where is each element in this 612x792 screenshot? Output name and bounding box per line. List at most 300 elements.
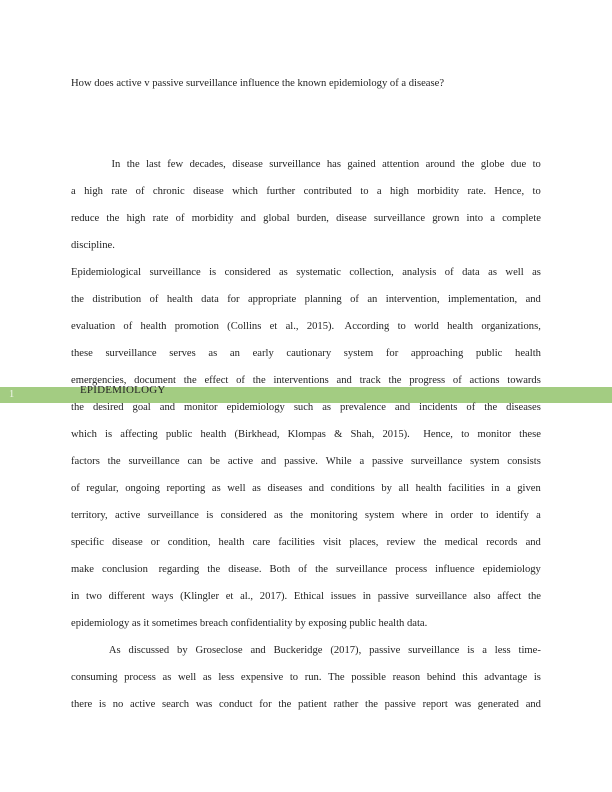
word: and [260, 456, 277, 467]
word: order [450, 510, 473, 521]
word: global [263, 213, 290, 224]
word: the [528, 591, 541, 602]
text-line [71, 394, 541, 421]
word: implementation, [448, 294, 518, 305]
word: (Birkhead, [234, 429, 280, 440]
word: in [491, 483, 500, 494]
word: condition, [167, 537, 211, 548]
text-line [71, 205, 541, 232]
word: into [466, 213, 483, 224]
word: time- [518, 645, 541, 656]
word: this [462, 672, 478, 683]
word: reduce [71, 213, 100, 224]
word: surveillance [373, 213, 426, 224]
word: & [334, 429, 343, 440]
word: less [494, 645, 511, 656]
word: surveillance [411, 456, 463, 467]
word: Hence, [494, 186, 525, 197]
word: interventions [273, 375, 329, 386]
word: Ethical [293, 591, 324, 602]
word: diseases [267, 483, 303, 494]
word: prevalence [340, 402, 386, 413]
word: a [490, 213, 495, 224]
word: al., [285, 321, 299, 332]
word: was [454, 699, 472, 710]
word: burden, [296, 213, 329, 224]
word: to [532, 186, 541, 197]
word: and [394, 402, 411, 413]
word: track [359, 375, 381, 386]
word: emergencies, [71, 375, 127, 386]
word: data [462, 267, 480, 278]
word: surveillance [128, 456, 180, 467]
word: et [225, 591, 234, 602]
word: 2017). [259, 591, 288, 602]
word: consists [507, 456, 541, 467]
word: to [461, 429, 470, 440]
word: of [175, 213, 185, 224]
word: identify [495, 510, 529, 521]
word: also [473, 591, 491, 602]
word: the [461, 159, 475, 170]
word: Groseclose [195, 645, 243, 656]
word: report [422, 699, 448, 710]
word: visit [322, 537, 342, 548]
word: has [326, 159, 341, 170]
word: complete [502, 213, 541, 224]
word: in [362, 591, 371, 602]
text-line [71, 556, 541, 583]
word: of [350, 294, 359, 305]
word: Hence, [417, 429, 453, 440]
text-line [71, 421, 541, 448]
word: discussed [128, 645, 170, 656]
text-line [71, 286, 541, 313]
running-header-title: EPIDEMIOLOGY [80, 384, 166, 396]
word: surveillance [105, 348, 157, 359]
word: facilities [448, 483, 485, 494]
word: the [71, 402, 84, 413]
word: in [434, 510, 444, 521]
word: conduct [219, 699, 253, 710]
word: process [395, 564, 428, 575]
word: 2015). [382, 429, 410, 440]
word: of [71, 483, 80, 494]
word: the [207, 564, 221, 575]
text-line [71, 502, 541, 529]
word: as [211, 483, 221, 494]
word: (Klingler [180, 591, 219, 602]
word: cautionary [286, 348, 332, 359]
word: surveillance [147, 510, 199, 521]
word: the [278, 699, 292, 710]
word: conditions [330, 483, 375, 494]
word: affect [497, 591, 522, 602]
word: can [187, 456, 203, 467]
word: by [177, 645, 188, 656]
word: search [162, 699, 190, 710]
text-line [71, 151, 541, 178]
word: affecting [120, 429, 158, 440]
word: and [525, 699, 541, 710]
word: places, [349, 537, 379, 548]
word: (Collins [227, 321, 262, 332]
word: the [107, 456, 121, 467]
word: health [166, 294, 193, 305]
word: public [165, 429, 193, 440]
word: high [84, 186, 103, 197]
word: reporting [166, 483, 206, 494]
word: active [130, 699, 156, 710]
word: While [325, 456, 352, 467]
word: there [71, 699, 93, 710]
word: influence [435, 564, 475, 575]
word: around [425, 159, 456, 170]
word: incidents [419, 402, 458, 413]
word: Both [269, 564, 291, 575]
word: Klompas [287, 429, 326, 440]
word: health [200, 429, 227, 440]
word: facilities [278, 537, 315, 548]
word: reason [392, 672, 421, 683]
word: issues [330, 591, 356, 602]
word: disease [112, 537, 143, 548]
word: passive. [284, 456, 318, 467]
word: few [167, 159, 184, 170]
word: active [115, 510, 141, 521]
word: systematic [296, 267, 341, 278]
text-line [71, 691, 541, 718]
word: as [202, 672, 212, 683]
word: document [134, 375, 176, 386]
word: the [315, 564, 329, 575]
word: rate [152, 213, 169, 224]
word: was [195, 699, 213, 710]
word: an [229, 348, 240, 359]
word: in [71, 591, 80, 602]
word: conclusion [102, 564, 151, 575]
word: generated [477, 699, 519, 710]
word: as [488, 267, 497, 278]
word: actions [469, 375, 500, 386]
word: disease. [228, 564, 262, 575]
word: surveillance [336, 564, 388, 575]
word: behind [426, 672, 456, 683]
word: given [517, 483, 541, 494]
word: process [124, 672, 156, 683]
word: health [447, 321, 474, 332]
word: rate [111, 186, 128, 197]
word: grown [432, 213, 460, 224]
word: of [123, 321, 133, 332]
word: globe [480, 159, 505, 170]
word: evaluation [71, 321, 116, 332]
word: towards [507, 375, 541, 386]
word: monitor [184, 402, 218, 413]
word: Buckeridge [273, 645, 323, 656]
word: Epidemiological [71, 267, 142, 278]
word: is [206, 510, 214, 521]
word: disease [336, 213, 367, 224]
word: an [367, 294, 378, 305]
word: which [71, 429, 97, 440]
word: where [401, 510, 428, 521]
word: disease [232, 159, 263, 170]
word: desired [92, 402, 124, 413]
word: data [201, 294, 219, 305]
word: chronic [152, 186, 185, 197]
text-line [71, 529, 541, 556]
word: Shah, [350, 429, 375, 440]
word: which [232, 186, 258, 197]
word: as [162, 672, 172, 683]
text-line [71, 232, 541, 259]
word: and [308, 483, 325, 494]
word: to [360, 186, 369, 197]
word: the [290, 510, 304, 521]
word: al., [240, 591, 254, 602]
word: these [71, 348, 93, 359]
word: progress [409, 375, 446, 386]
word: passive [384, 699, 416, 710]
word: organizations, [481, 321, 541, 332]
word: attention [382, 159, 420, 170]
word: for [259, 699, 272, 710]
word: The [328, 672, 345, 683]
word: effect [204, 375, 229, 386]
word: such [293, 402, 314, 413]
word: no [112, 699, 124, 710]
word: surveillance [149, 267, 201, 278]
word: a [536, 510, 541, 521]
word: less [218, 672, 235, 683]
word: care [252, 537, 271, 548]
word: by [381, 483, 392, 494]
word: goal [132, 402, 151, 413]
word: system [364, 510, 395, 521]
word: health [218, 537, 245, 548]
word: be [209, 456, 220, 467]
word: morbidity [191, 213, 234, 224]
word: and [250, 645, 266, 656]
text-line [71, 664, 541, 691]
word: all [398, 483, 410, 494]
word: appropriate [247, 294, 297, 305]
word: surveillance [269, 159, 321, 170]
word: the [106, 213, 120, 224]
word: further [266, 186, 296, 197]
word: last [146, 159, 161, 170]
word: regarding [158, 564, 200, 575]
word: As [108, 645, 121, 656]
word: as [278, 267, 288, 278]
word: as [322, 402, 332, 413]
word: ways [151, 591, 174, 602]
word: passive [369, 645, 401, 656]
word: early [252, 348, 274, 359]
word: a [482, 645, 487, 656]
word: system [343, 348, 374, 359]
text-line [71, 448, 541, 475]
word: for [227, 294, 240, 305]
word: medical [444, 537, 479, 548]
text-line [71, 178, 541, 205]
word: review [386, 537, 416, 548]
text-line [71, 475, 541, 502]
word: collection, [349, 267, 394, 278]
word: the [183, 375, 197, 386]
word: of [149, 294, 159, 305]
word: these [519, 429, 541, 440]
word: to [532, 159, 541, 170]
word: passive [377, 591, 409, 602]
word: world [414, 321, 439, 332]
word: contributed [303, 186, 352, 197]
word: surveillance [408, 645, 460, 656]
word: factors [71, 456, 100, 467]
word: make [71, 564, 94, 575]
word: rather [333, 699, 359, 710]
word: of [466, 402, 476, 413]
word: different [108, 591, 145, 602]
word: public [475, 348, 503, 359]
word: and [525, 537, 541, 548]
word: the [71, 294, 84, 305]
word: the [388, 375, 402, 386]
word: system [470, 456, 500, 467]
text-line [71, 610, 541, 637]
word: to [289, 672, 299, 683]
word: the [423, 537, 437, 548]
word: a [376, 186, 382, 197]
word: 2015). [306, 321, 335, 332]
word: well [505, 267, 524, 278]
word: of [444, 267, 454, 278]
word: the [484, 402, 498, 413]
word: health [415, 483, 442, 494]
word: decades, [189, 159, 226, 170]
word: approaching [410, 348, 464, 359]
word: health [515, 348, 541, 359]
word: considered [220, 510, 267, 521]
word: the [126, 159, 140, 170]
word: to [480, 510, 489, 521]
word: According [342, 321, 390, 332]
word: is [467, 645, 475, 656]
word: monitoring [310, 510, 358, 521]
word: expensive [240, 672, 284, 683]
word: of [135, 186, 145, 197]
word: run. [304, 672, 322, 683]
word: to [397, 321, 406, 332]
word: the [365, 699, 378, 710]
word: morbidity [417, 186, 460, 197]
word: the [252, 375, 266, 386]
word: et [269, 321, 278, 332]
word: is [209, 267, 217, 278]
word: as [252, 483, 261, 494]
word: passive [371, 456, 404, 467]
word: distribution [92, 294, 142, 305]
word: ongoing [125, 483, 160, 494]
word: or [150, 537, 160, 548]
text-line [71, 637, 541, 664]
word: analysis [402, 267, 437, 278]
word: a [359, 456, 365, 467]
word: health [140, 321, 167, 332]
word: intervention, [385, 294, 440, 305]
word: as [532, 267, 541, 278]
word: due [510, 159, 527, 170]
word: as [208, 348, 218, 359]
word: and [525, 294, 541, 305]
word: a [505, 483, 511, 494]
word: considered [224, 267, 271, 278]
word: In [111, 159, 121, 170]
word: and [240, 213, 256, 224]
word: and [159, 402, 176, 413]
word: diseases [506, 402, 541, 413]
word: of [236, 375, 245, 386]
word: epidemiology [482, 564, 541, 575]
word: of [452, 375, 462, 386]
word: regular, [86, 483, 119, 494]
word: advantage [484, 672, 528, 683]
word: high [390, 186, 409, 197]
word: planning [304, 294, 342, 305]
word: well [227, 483, 246, 494]
word: two [85, 591, 102, 602]
word: epidemiology [226, 402, 285, 413]
word: monitor [477, 429, 512, 440]
line-text: discipline. [71, 240, 115, 251]
word: patient [298, 699, 327, 710]
word: and [336, 375, 352, 386]
text-line [71, 70, 541, 97]
word: a [71, 186, 76, 197]
word: active [227, 456, 254, 467]
word: serves [169, 348, 196, 359]
word: territory, [71, 510, 108, 521]
line-text: epidemiology as it sometimes breach confidentiality by exposing public health data. [71, 618, 428, 629]
word: records [486, 537, 518, 548]
word: gained [347, 159, 376, 170]
word: consuming [71, 672, 118, 683]
word: (2017), [330, 645, 362, 656]
word: for [385, 348, 399, 359]
word: disease [193, 186, 224, 197]
word: of [298, 564, 308, 575]
page-number: 1 [9, 389, 15, 400]
paragraph-indent [71, 151, 105, 178]
word: high [126, 213, 146, 224]
line-text: How does active v passive surveillance influence the known epidemiology of a disease? [71, 78, 445, 89]
word: possible [351, 672, 386, 683]
text-line [71, 259, 541, 286]
word: specific [71, 537, 104, 548]
word: as [273, 510, 283, 521]
word: promotion [174, 321, 219, 332]
word: is [98, 699, 106, 710]
text-line [71, 340, 541, 367]
word: is [105, 429, 113, 440]
paragraph-indent [71, 637, 101, 664]
word: well [177, 672, 197, 683]
text-line [71, 313, 541, 340]
text-line [71, 583, 541, 610]
word: is [533, 672, 541, 683]
word: surveillance [415, 591, 467, 602]
